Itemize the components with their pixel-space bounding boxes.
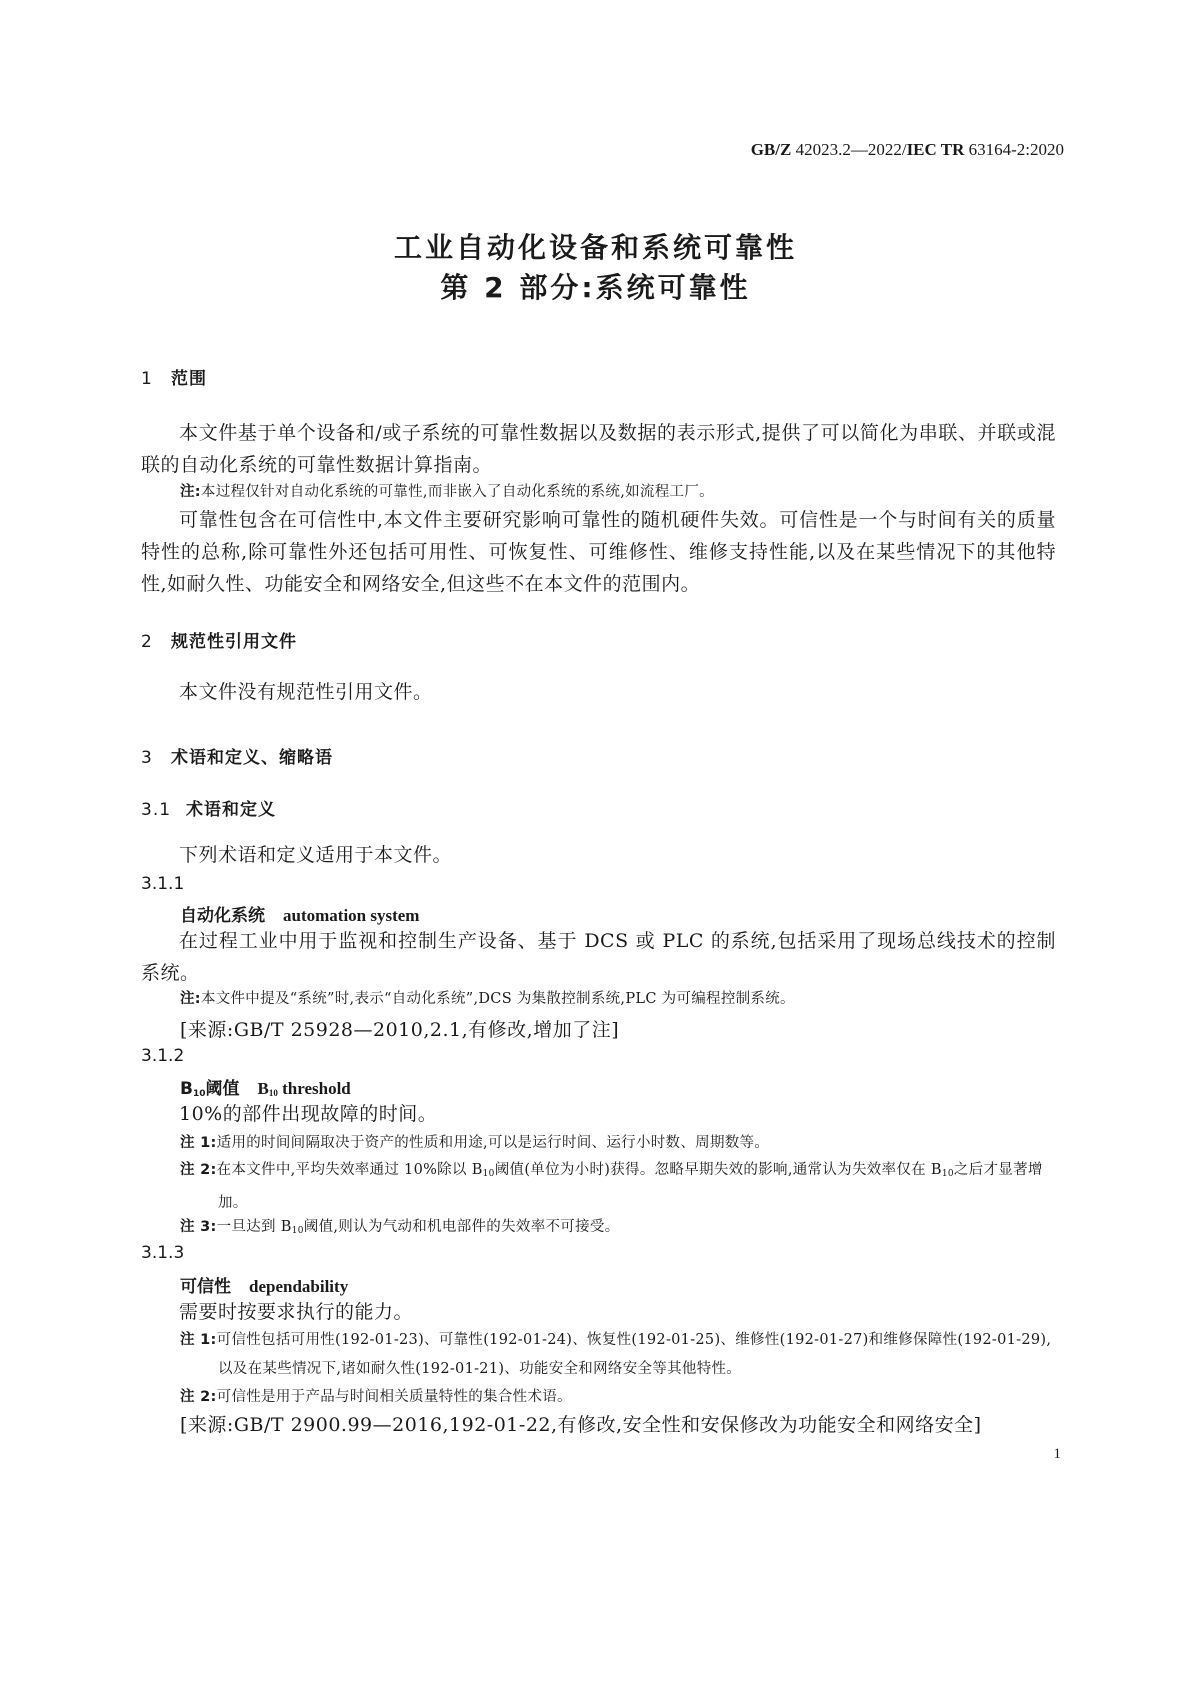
note-text: 可信性是用于产品与时间相关质量特性的集合性术语。 bbox=[216, 1389, 572, 1405]
note-subscript: 10 bbox=[941, 1169, 954, 1179]
document-header bbox=[751, 140, 1064, 160]
term-3-1-2-note-1 bbox=[180, 1129, 1056, 1158]
term-3-1-3-number: 3.1.3 bbox=[141, 1243, 185, 1263]
note-text-c: 之后才显著增加。 bbox=[218, 1162, 1043, 1211]
header-id-part-b: 42023.2—2022/ bbox=[795, 140, 907, 159]
term-symbol-subscript: 10 bbox=[268, 1088, 278, 1098]
header-id-part-a: GB/Z bbox=[750, 140, 792, 159]
note-label: 注: bbox=[180, 484, 201, 500]
section-1-paragraph-2: 可靠性包含在可信性中,本文件主要研究影响可靠性的随机硬件失效。可信性是一个与时间有关的质量特性的总称,除可靠性外还包括可用性、可恢复性、可维修性、维修支持性能,以及在某些情况下的其他特性,如耐久性、功能安全和网络安全,但这些不在本文件的范围内。 bbox=[141, 509, 1056, 595]
section-number: 3 bbox=[141, 748, 153, 768]
term-symbol: B bbox=[180, 1079, 193, 1099]
term-chinese: 可信性 bbox=[180, 1277, 231, 1297]
page-number: 1 bbox=[1053, 1446, 1061, 1462]
note-text-a: 在本文件中,平均失效率通过 10%除以 B bbox=[216, 1162, 483, 1178]
section-3-heading bbox=[141, 743, 333, 768]
term-3-1-1-number: 3.1.1 bbox=[141, 874, 185, 894]
section-3-1-heading bbox=[141, 795, 276, 820]
note-subscript: 10 bbox=[291, 1226, 304, 1236]
document-title-line2: 第 2 部分:系统可靠性 bbox=[440, 271, 751, 304]
note-text-a: 一旦达到 B bbox=[216, 1219, 292, 1235]
note-text-b: 阈值,则认为气动和机电部件的失效率不可接受。 bbox=[303, 1219, 620, 1235]
term-3-1-3-title bbox=[180, 1272, 348, 1297]
term-3-1-1-definition: 在过程工业中用于监视和控制生产设备、基于 DCS 或 PLC 的系统,包括采用了现场总线技术的控制系统。 bbox=[141, 930, 1056, 984]
term-english: dependability bbox=[249, 1277, 349, 1296]
section-title: 术语和定义 bbox=[186, 800, 276, 820]
term-word: threshold bbox=[277, 1079, 351, 1098]
note-text-b: 阈值(单位为小时)获得。忽略早期失效的影响,通常认为失效率仅在 B bbox=[494, 1162, 942, 1178]
note-label: 注: bbox=[180, 991, 201, 1007]
term-3-1-2-number: 3.1.2 bbox=[141, 1046, 185, 1066]
term-english: automation system bbox=[283, 906, 420, 925]
document-title-line1: 工业自动化设备和系统可靠性 bbox=[393, 231, 797, 264]
note-text: 本文件中提及“系统”时,表示“自动化系统”,DCS 为集散控制系统,PLC 为可编程控制系统。 bbox=[200, 991, 795, 1007]
term-3-1-3-note-2 bbox=[180, 1383, 1056, 1412]
term-3-1-2-title bbox=[180, 1074, 351, 1099]
note-text: 适用的时间间隔取决于资产的性质和用途,可以是运行时间、运行小时数、周期数等。 bbox=[216, 1135, 770, 1151]
note-subscript: 10 bbox=[482, 1169, 495, 1179]
note-label: 注 2: bbox=[180, 1389, 217, 1405]
term-3-1-2-note-2 bbox=[180, 1156, 1056, 1218]
term-3-1-3-definition: 需要时按要求执行的能力。 bbox=[179, 1301, 414, 1323]
term-word: 阈值 bbox=[205, 1079, 240, 1099]
section-2-paragraph: 本文件没有规范性引用文件。 bbox=[179, 681, 433, 703]
term-3-1-1-note bbox=[180, 985, 1056, 1014]
section-1-note bbox=[180, 478, 1056, 507]
term-chinese: 自动化系统 bbox=[180, 906, 265, 926]
note-label: 注 1: bbox=[180, 1135, 217, 1151]
section-title: 范围 bbox=[171, 369, 207, 389]
term-3-1-2-note-3 bbox=[180, 1213, 1056, 1246]
note-label: 注 2: bbox=[180, 1162, 217, 1178]
header-id-part-c: IEC TR bbox=[906, 140, 965, 159]
note-label: 注 3: bbox=[180, 1219, 217, 1235]
note-text: 可信性包括可用性(192-01-23)、可靠性(192-01-24)、恢复性(192-01-25)、维修性(192-01-27)和维修保障性(192-01-29),以及在某些情况下,诸如耐久性(192-01-21)、功能安全和网络安全等其他特性。 bbox=[216, 1332, 1052, 1377]
section-number: 2 bbox=[141, 632, 153, 652]
section-2-heading bbox=[141, 627, 297, 652]
section-title: 规范性引用文件 bbox=[171, 632, 297, 652]
section-3-1-intro: 下列术语和定义适用于本文件。 bbox=[179, 844, 453, 866]
section-1-heading bbox=[141, 364, 207, 389]
term-3-1-3-note-1 bbox=[180, 1326, 1056, 1384]
term-3-1-3-source: [来源:GB/T 2900.99—2016,192-01-22,有修改,安全性和安保修改为功能安全和网络安全] bbox=[180, 1414, 982, 1436]
term-symbol-subscript: 10 bbox=[192, 1089, 206, 1099]
term-symbol: B bbox=[257, 1079, 269, 1098]
term-chinese bbox=[180, 1079, 240, 1099]
note-label: 注 1: bbox=[180, 1332, 217, 1348]
header-id-part-d: 63164-2:2020 bbox=[968, 140, 1064, 159]
term-3-1-1-title bbox=[180, 901, 419, 926]
section-1-paragraph-1: 本文件基于单个设备和/或子系统的可靠性数据以及数据的表示形式,提供了可以简化为串联、并联或混联的自动化系统的可靠性数据计算指南。 bbox=[141, 422, 1056, 476]
section-title: 术语和定义、缩略语 bbox=[171, 748, 333, 768]
section-number: 3.1 bbox=[141, 800, 172, 820]
term-3-1-2-definition: 10%的部件出现故障的时间。 bbox=[179, 1103, 438, 1125]
term-3-1-1-source: [来源:GB/T 25928—2010,2.1,有修改,增加了注] bbox=[180, 1019, 620, 1041]
term-english bbox=[258, 1079, 351, 1098]
section-number: 1 bbox=[141, 369, 153, 389]
note-text: 本过程仅针对自动化系统的可靠性,而非嵌入了自动化系统的系统,如流程工厂。 bbox=[200, 484, 714, 500]
